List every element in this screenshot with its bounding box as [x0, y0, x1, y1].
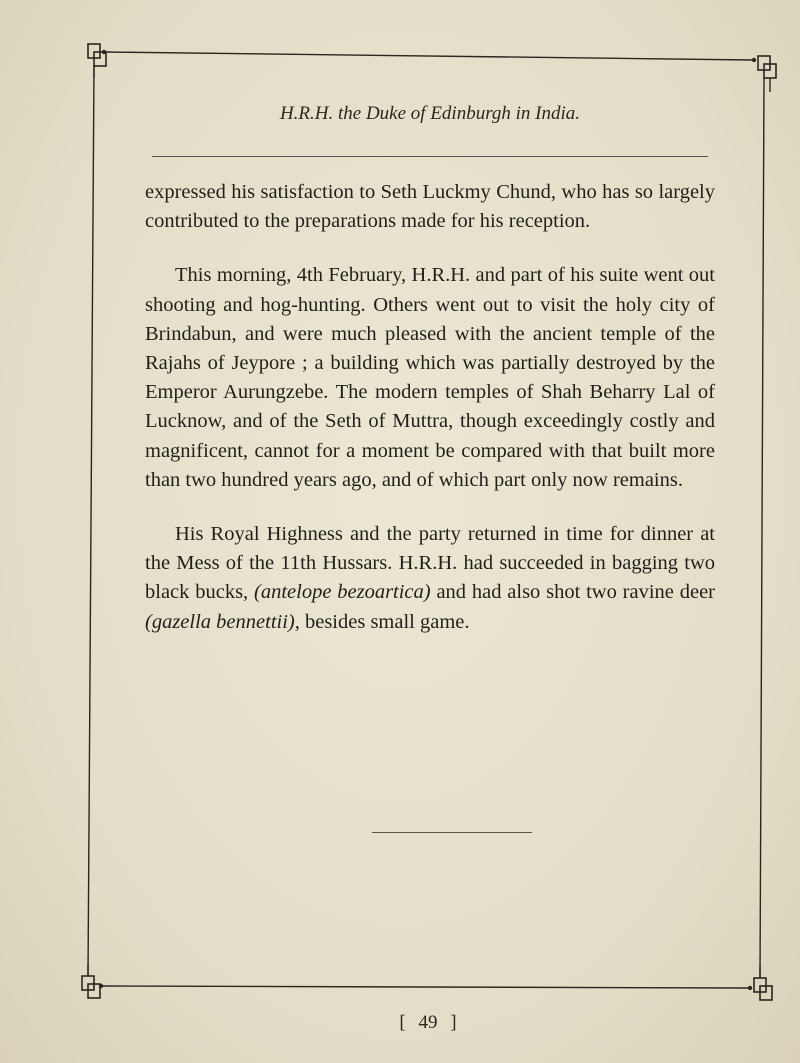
frame-bottom-rule — [100, 986, 748, 988]
paragraph-3-part-1: His Royal Highness and the party returned in time for dinner at the Mess of the 11th Hussars. H.R.H. had succeeded in bagging two black bucks, — [145, 523, 715, 604]
paragraph-3 — [145, 520, 715, 637]
body-text — [145, 178, 715, 637]
scientific-name-gazella: (gazella bennettii), — [145, 610, 300, 633]
frame-top-rule — [106, 52, 752, 60]
running-head: H.R.H. the Duke of Edinburgh in India. — [279, 103, 581, 124]
paragraph-3-part-2: and had also shot two ravine deer — [436, 581, 715, 604]
frame-right-rule — [760, 78, 764, 978]
head-rule — [152, 156, 708, 157]
page-number: [ 49 ] — [399, 1012, 457, 1033]
paragraph-1: expressed his satisfaction to Seth Luckmy Chund, who has so largely contributed to the preparations made for his reception. — [145, 181, 715, 233]
scientific-name-antelope: (antelope bezoartica) — [254, 581, 431, 604]
tail-rule — [372, 832, 532, 833]
frame-left-rule — [88, 66, 94, 976]
paragraph-3-part-3: besides small game. — [304, 610, 470, 633]
paragraph-2: This morning, 4th February, H.R.H. and part of his suite went out shooting and hog-hunting. Others went out to visit the holy city of Brindabun, and were much pleased with the ancient temple of the Rajahs of Jeypore ; a building which was partially destroyed by the Emperor Aurungzebe. The modern temples of Shah Beharry Lal of Lucknow, and of the Seth of Muttra, though exceedingly costly and magnificent, cannot for a moment be compared with that built more than two hundred years ago, and of which part only now remains. — [145, 264, 715, 491]
